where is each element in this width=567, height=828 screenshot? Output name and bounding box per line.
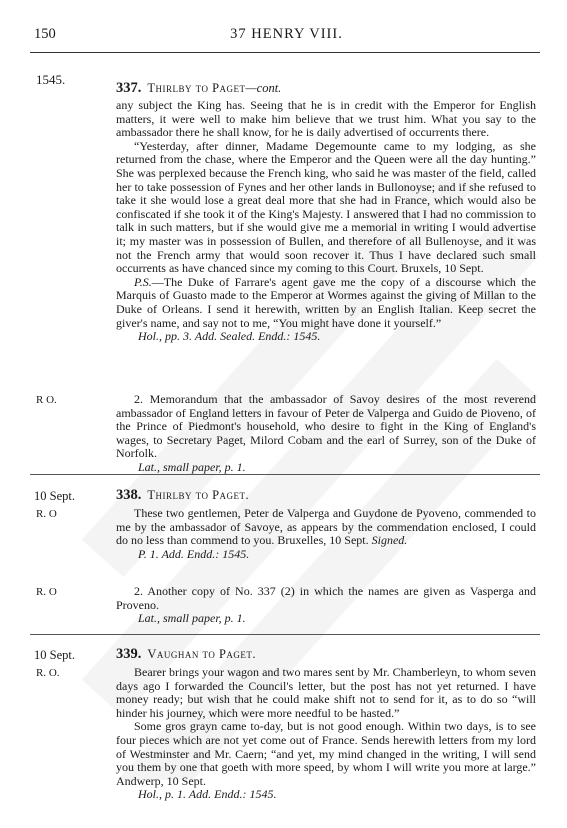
page-number: 150: [34, 26, 56, 42]
paragraph: “Yesterday, after dinner, Madame Degemounte came to my lodging, as she returned from the chase, where the Emperor and the Queen were all the day hunting.” She was perplexed because the French king, who said he was master of the field, called her to take possession of Fynes and her other lands in Bullonoyse; and if she refused to take it she would lose a great deal more that she had in France, which would also be confiscated if she took it of the King's Majesty. I answered that I had no commission to talk in such matters, but if she would give me a memorial in writing I would advertise it; my master was in possession of Bullen, and therefore of all Bullenoyse, and it was not the French army that would soon recover it. Thus I have declared such small occurrents as have chanced since my coming to this Court. Bruxels, 10 Sept.: [116, 138, 536, 276]
margin-ro: R O.: [36, 394, 57, 406]
ps-label: P.S.: [134, 274, 152, 289]
entry-337-memo: [116, 393, 536, 475]
ps-text: —The Duke of Farrare's agent gave me the copy of a discourse which the Marquis of Guasto made to the Emperor at Wormes against the giving of Millan to the Duke of Orleans. I send it herewith, written by an English Italian. Keep secret the giver's name, and say not to me, “You might have done it yourself.”: [116, 274, 536, 330]
entry-339-body: [116, 666, 536, 802]
entry-338-heading: [116, 487, 249, 504]
paragraph: Bearer brings your wagon and two mares sent by Mr. Chamberleyn, to whom seven days ago I forwarded the Council's letter, but the post has not yet returned. I have money ready; but wish that he could make shift not to send for it, as to do so “will hinder his journey, which were more needful to be hasted.”: [116, 665, 536, 720]
entry-divider: [30, 634, 540, 635]
entry-title: Vaughan to Paget.: [147, 647, 257, 661]
header-rule: [30, 52, 540, 53]
running-title: 37 HENRY VIII.: [230, 26, 343, 42]
paragraph: 2. Another copy of No. 337 (2) in which the names are given as Vasperga and Proveno.: [116, 584, 536, 612]
document-meta: Hol., pp. 3. Add. Sealed. Endd.: 1545.: [138, 329, 321, 344]
entry-number: 339.: [116, 646, 142, 662]
paragraph-text: These two gentlemen, Peter de Valperga and Guydone de Pyoveno, commended to me by the ambassador of Savoye, as appears by the commendation enclosed, I could do no less than commend to you. Bruxelles, 10 Sept.: [116, 506, 536, 548]
postscript: [116, 276, 536, 330]
entry-337-heading: [116, 80, 281, 97]
paragraph: Some gros grayn came to-day, but is not good enough. Within two days, is to see four pieces which are not yet come out of France. Sends herewith letters from my lord of Westminster and Mr. Caern; “and yet, my mind changed in the writing, I will send you them by one that goeth with more speed, by whom I will write you more at large.” Andwerp, 10 Sept.: [116, 719, 536, 788]
document-meta: Hol., p. 1. Add. Endd.: 1545.: [138, 787, 277, 802]
page-header: [34, 26, 539, 48]
paragraph: 2. Memorandum that the ambassador of Savoy desires of the most reverend ambassador of England letters in favour of Peter de Valperga and Guido de Pioveno, of the Prince of Piedmont's household, who desire to fight in the King of England's wages, to Secretary Paget, Milord Cobam and the earl of Surrey, son of the Duke of Norfolk.: [116, 392, 536, 461]
entry-number: 337.: [116, 80, 142, 96]
paragraph: [116, 507, 536, 548]
entry-339-heading: [116, 646, 256, 663]
margin-ro: R. O: [36, 586, 57, 598]
entry-338-copy: [116, 585, 536, 626]
entry-338-body: [116, 507, 536, 561]
document-meta: Lat., small paper, p. 1.: [138, 459, 246, 474]
margin-date: 10 Sept.: [34, 648, 75, 662]
paragraph: any subject the King has. Seeing that he is in credit with the Emperor for English matters, it were well to make him believe that we trust him. What you say to the ambassador there he shall know, for he is daily advertised of occurrents there.: [116, 98, 536, 140]
entry-title: Thirlby to Paget.: [147, 488, 250, 502]
margin-date: 10 Sept.: [34, 489, 75, 503]
document-meta: Lat., small paper, p. 1.: [138, 611, 246, 626]
margin-year: 1545.: [36, 72, 66, 87]
entry-number: 338.: [116, 487, 142, 503]
margin-ro: R. O: [36, 508, 57, 520]
signed-note: Signed.: [371, 533, 408, 548]
document-meta: P. 1. Add. Endd.: 1545.: [138, 546, 250, 561]
entry-divider: [30, 474, 540, 475]
entry-title: Thirlby to Paget: [147, 81, 246, 95]
entry-cont: —cont.: [245, 81, 282, 95]
entry-337-body: [116, 99, 536, 344]
margin-ro: R. O.: [36, 667, 60, 679]
